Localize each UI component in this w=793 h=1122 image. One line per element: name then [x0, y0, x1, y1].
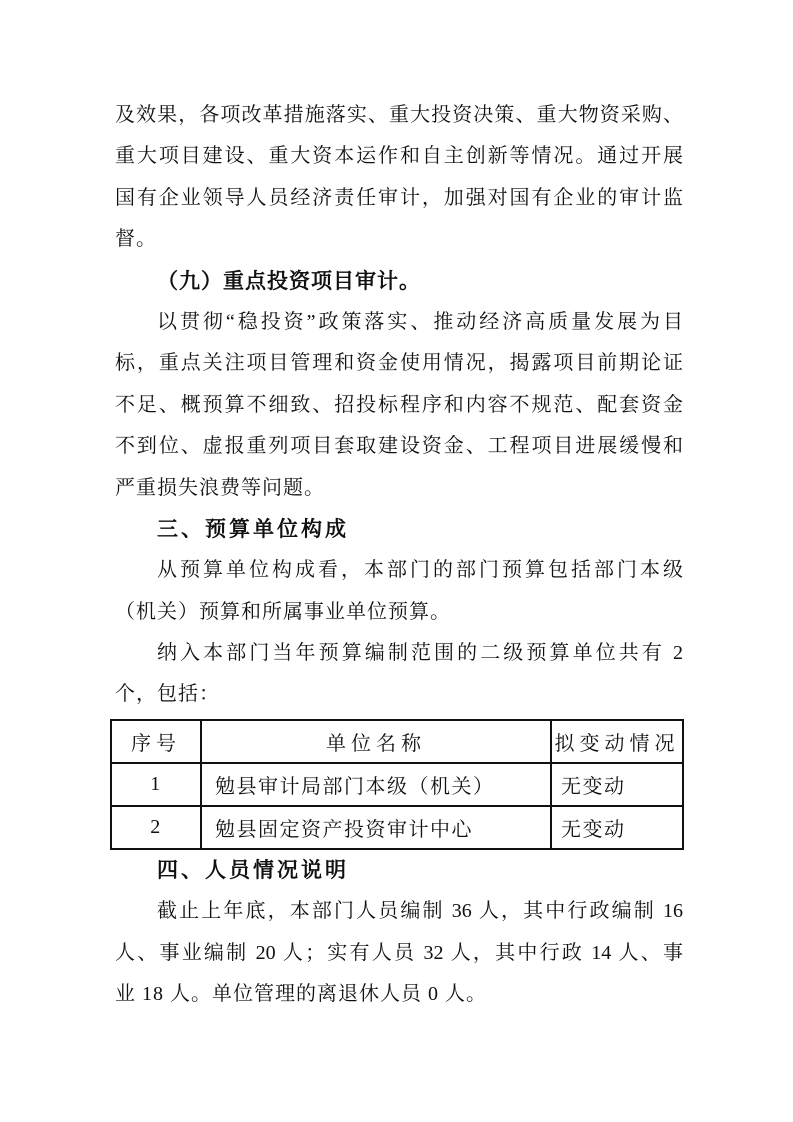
text-line: （机关）预算和所属事业单位预算。	[115, 600, 451, 623]
section-heading: 三、预算单位构成	[157, 517, 349, 541]
table-header-cell: 序号	[111, 720, 201, 763]
table-cell: 无变动	[551, 806, 683, 849]
table-cell: 勉县审计局部门本级（机关）	[201, 763, 551, 806]
budget-units-table	[110, 719, 684, 850]
table-header-row	[111, 720, 683, 763]
table-header-cell: 单位名称	[201, 720, 551, 763]
section-heading: （九）重点投资项目审计。	[157, 268, 421, 293]
table-row	[111, 763, 683, 806]
table-header-cell: 拟变动情况	[551, 720, 683, 763]
text-line: 国有企业领导人员经济责任审计，加强对国有企业的审计监	[115, 186, 683, 209]
text-line: 业 18 人。单位管理的离退休人员 0 人。	[115, 983, 487, 1006]
text-block-after-table	[115, 850, 683, 1016]
document-content	[115, 95, 683, 1015]
table-cell: 勉县固定资产投资审计中心	[201, 806, 551, 849]
text-line: 不足、概预算不细致、招投标程序和内容不规范、配套资金	[115, 393, 683, 416]
text-block-before-table	[115, 95, 683, 716]
text-line: 标，重点关注项目管理和资金使用情况，揭露项目前期论证	[115, 352, 683, 375]
text-line: 不到位、虚报重列项目套取建设资金、工程项目进展缓慢和	[115, 435, 683, 458]
table-cell: 1	[111, 763, 201, 806]
table-cell: 2	[111, 806, 201, 849]
text-line: 从预算单位构成看，本部门的部门预算包括部门本级	[157, 559, 683, 582]
text-line: 截止上年底，本部门人员编制 36 人，其中行政编制 16	[157, 900, 683, 923]
text-line: 及效果，各项改革措施落实、重大投资决策、重大物资采购、	[115, 104, 683, 126]
text-line: 督。	[115, 228, 157, 251]
table-row	[111, 806, 683, 849]
table-cell: 无变动	[551, 763, 683, 806]
text-line: 严重损失浪费等问题。	[115, 476, 325, 499]
text-line: 纳入本部门当年预算编制范围的二级预算单位共有 2	[157, 642, 683, 665]
text-line: 人、事业编制 20 人；实有人员 32 人，其中行政 14 人、事	[115, 941, 683, 964]
text-line: 个，包括：	[115, 683, 220, 706]
section-heading: 四、人员情况说明	[157, 858, 349, 882]
text-line: 重大项目建设、重大资本运作和自主创新等情况。通过开展	[115, 145, 683, 168]
text-line: 以贯彻“稳投资”政策落实、推动经济高质量发展为目	[157, 310, 683, 333]
